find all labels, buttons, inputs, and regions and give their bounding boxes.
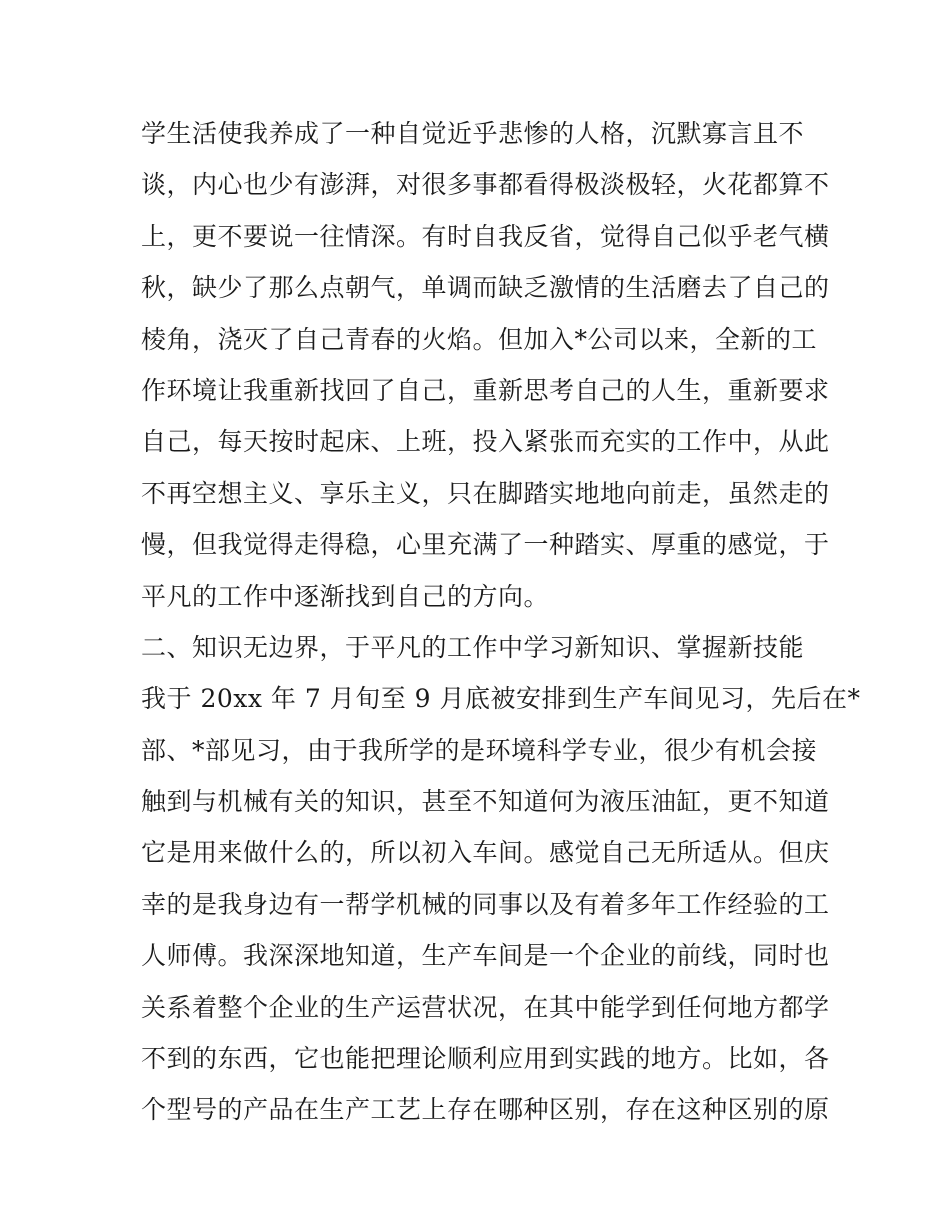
text-line: 部、*部见习，由于我所学的是环境科学专业，很少有机会接: [141, 735, 818, 765]
text-line: 学生活使我养成了一种自觉近乎悲惨的人格，沉默寡言且不: [141, 119, 805, 148]
body-text: [141, 108, 861, 1136]
text-line: 作环境让我重新找回了自己，重新思考自己的人生，重新要求: [141, 375, 830, 405]
text-line: 慢，但我觉得走得稳，心里充满了一种踏实、厚重的感觉，于: [141, 530, 830, 560]
text-line: 它是用来做什么的，所以初入车间。感觉自己无所适从。但庆: [141, 838, 830, 868]
text-line: 秋，缺少了那么点朝气，单调而缺乏激情的生活磨去了自己的: [141, 273, 830, 303]
section-heading: 二、知识无边界，于平凡的工作中学习新知识、掌握新技能: [141, 632, 805, 662]
text-line: 棱角，浇灭了自己青春的火焰。但加入*公司以来，全新的工: [141, 324, 818, 354]
text-line: 幸的是我身边有一帮学机械的同事以及有着多年工作经验的工: [141, 889, 830, 919]
text-line: 人师傅。我深深地知道，生产车间是一个企业的前线，同时也: [141, 941, 830, 971]
text-line: 上，更不要说一往情深。有时自我反省，觉得自己似乎老气横: [141, 221, 830, 251]
text-line: 关系着整个企业的生产运营状况，在其中能学到任何地方都学: [141, 992, 830, 1022]
text-line: 不到的东西，它也能把理论顺利应用到实践的地方。比如，各: [141, 1044, 830, 1074]
text-line: 个型号的产品在生产工艺上存在哪种区别，存在这种区别的原: [141, 1095, 830, 1125]
text-line: 触到与机械有关的知识，甚至不知道何为液压油缸，更不知道: [141, 787, 830, 817]
text-line: 我于 20xx 年 7 月旬至 9 月底被安排到生产车间见习，先后在*: [141, 684, 861, 714]
text-line: 自己，每天按时起床、上班，投入紧张而充实的工作中，从此: [141, 427, 830, 457]
text-line: 谈，内心也少有澎湃，对很多事都看得极淡极轻，火花都算不: [141, 170, 830, 200]
text-line: 平凡的工作中逐渐找到自己的方向。: [141, 581, 550, 611]
text-line: 不再空想主义、享乐主义，只在脚踏实地地向前走，虽然走的: [141, 478, 830, 508]
